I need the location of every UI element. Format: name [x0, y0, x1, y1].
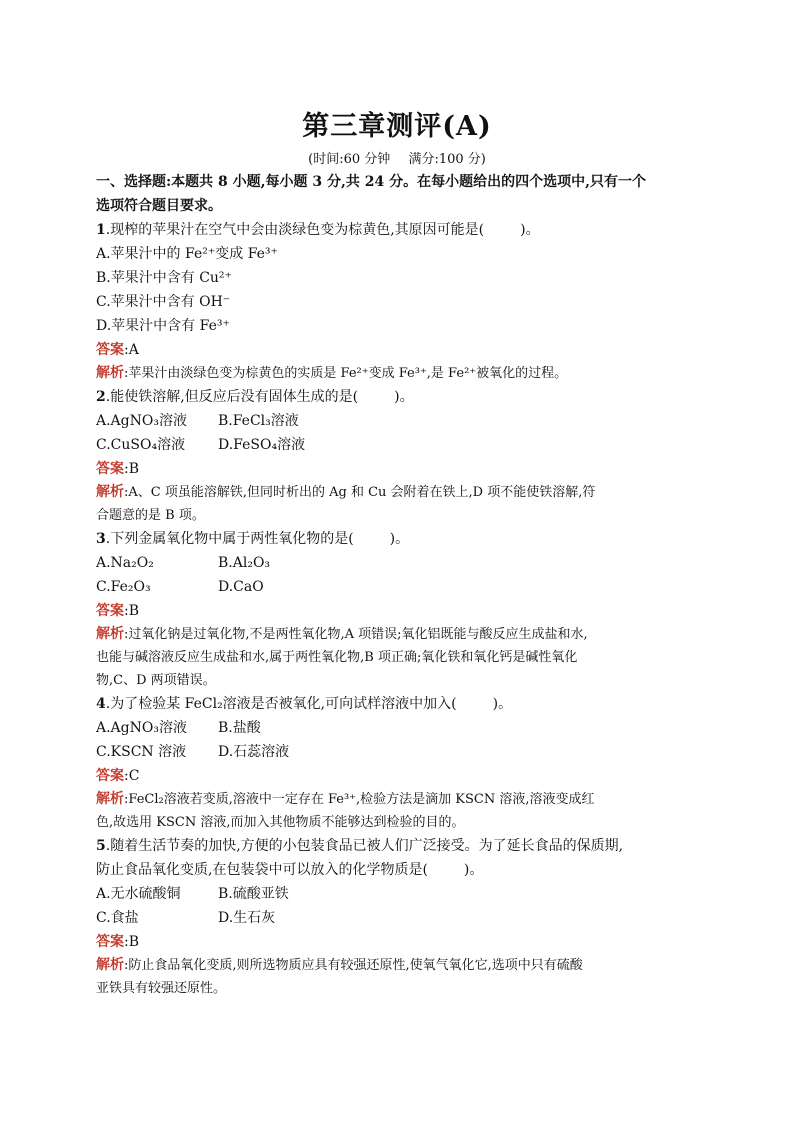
answer-line: 答案:B — [96, 461, 140, 477]
option-d: D.苹果汁中含有 Fe³⁺ — [96, 318, 230, 334]
section-heading: 一、选择题:本题共 8 小题,每小题 3 分,共 24 分。在每小题给出的四个选项中,只有一个 — [96, 174, 646, 190]
options-row — [96, 409, 696, 433]
exam-info — [0, 148, 794, 167]
options-row — [96, 740, 696, 764]
analysis-line: 解析:过氧化钠是过氧化物,不是两性氧化物,A 项错误;氧化铝既能与酸反应生成盐和水, — [96, 626, 588, 642]
options-row — [96, 882, 696, 906]
option-b: B.Al₂O₃ — [218, 555, 271, 571]
question-3 — [96, 527, 696, 692]
analysis-line-cont: 物,C、D 两项错误。 — [96, 673, 216, 688]
question-4 — [96, 692, 696, 834]
option-d: D.CaO — [218, 579, 264, 595]
question-1 — [96, 218, 696, 385]
analysis-line-cont: 合题意的是 B 项。 — [96, 508, 205, 523]
option-a: A.苹果汁中的 Fe²⁺变成 Fe³⁺ — [96, 246, 278, 262]
answer-line: 答案:B — [96, 934, 140, 950]
page-title: 第三章测评(A) — [302, 111, 492, 142]
option-d: D.生石灰 — [218, 910, 276, 926]
option-c: C.KSCN 溶液 — [96, 744, 187, 760]
option-b: B.FeCl₃溶液 — [218, 413, 299, 429]
option-b: B.硫酸亚铁 — [218, 886, 289, 902]
analysis-line: 解析:FeCl₂溶液若变质,溶液中一定存在 Fe³⁺,检验方法是滴加 KSCN 溶液,溶液变成红 — [96, 791, 595, 807]
option-c: C.苹果汁中含有 OH⁻ — [96, 294, 231, 310]
analysis-line-cont: 也能与碱溶液反应生成盐和水,属于两性氧化物,B 项正确;氧化铁和氧化钙是碱性氧化 — [96, 650, 578, 665]
analysis-line: 解析:苹果汁由淡绿色变为棕黄色的实质是 Fe²⁺变成 Fe³⁺,是 Fe²⁺被氧化的过程。 — [96, 365, 568, 381]
option-a: A.无水硫酸铜 — [96, 886, 181, 902]
exam-content — [96, 170, 696, 1000]
question-stem: 4.为了检验某 FeCl₂溶液是否被氧化,可向试样溶液中加入( )。 — [96, 696, 513, 712]
analysis-line: 解析:防止食品氧化变质,则所选物质应具有较强还原性,使氧气氧化它,选项中只有硫酸 — [96, 957, 583, 973]
option-a: A.AgNO₃溶液 — [96, 720, 187, 736]
options-row — [96, 716, 696, 740]
option-a: A.Na₂O₂ — [96, 555, 154, 571]
answer-line: 答案:A — [96, 342, 139, 358]
option-a: A.AgNO₃溶液 — [96, 413, 187, 429]
question-stem: 1.现榨的苹果汁在空气中会由淡绿色变为棕黄色,其原因可能是( )。 — [96, 222, 540, 238]
option-b: B.盐酸 — [218, 720, 261, 736]
options-row — [96, 433, 696, 457]
analysis-line-cont: 色,故选用 KSCN 溶液,而加入其他物质不能够达到检验的目的。 — [96, 815, 465, 830]
option-d: D.FeSO₄溶液 — [218, 437, 306, 453]
exam-time: (时间:60 分钟 — [308, 152, 391, 167]
question-stem: 5.随着生活节奏的加快,方便的小包装食品已被人们广泛接受。为了延长食品的保质期, — [96, 838, 624, 854]
options-row — [96, 906, 696, 930]
question-stem-cont: 防止食品氧化变质,在包装袋中可以放入的化学物质是( )。 — [96, 862, 484, 878]
analysis-line-cont: 亚铁具有较强还原性。 — [96, 981, 227, 996]
answer-line: 答案:C — [96, 768, 140, 784]
question-5 — [96, 834, 696, 1000]
question-stem: 3.下列金属氧化物中属于两性氧化物的是( )。 — [96, 531, 410, 547]
analysis-line: 解析:A、C 项虽能溶解铁,但同时析出的 Ag 和 Cu 会附着在铁上,D 项不能使铁溶解,符 — [96, 484, 596, 500]
option-c: C.CuSO₄溶液 — [96, 437, 186, 453]
question-stem: 2.能使铁溶解,但反应后没有固体生成的是( )。 — [96, 389, 414, 405]
option-b: B.苹果汁中含有 Cu²⁺ — [96, 270, 232, 286]
question-2 — [96, 385, 696, 527]
options-row — [96, 551, 696, 575]
options-row — [96, 575, 696, 599]
option-c: C.Fe₂O₃ — [96, 579, 151, 595]
exam-score: 满分:100 分) — [408, 152, 486, 167]
answer-line: 答案:B — [96, 603, 140, 619]
option-c: C.食盐 — [96, 910, 139, 926]
section-heading-cont: 选项符合题目要求。 — [96, 198, 222, 214]
option-d: D.石蕊溶液 — [218, 744, 290, 760]
